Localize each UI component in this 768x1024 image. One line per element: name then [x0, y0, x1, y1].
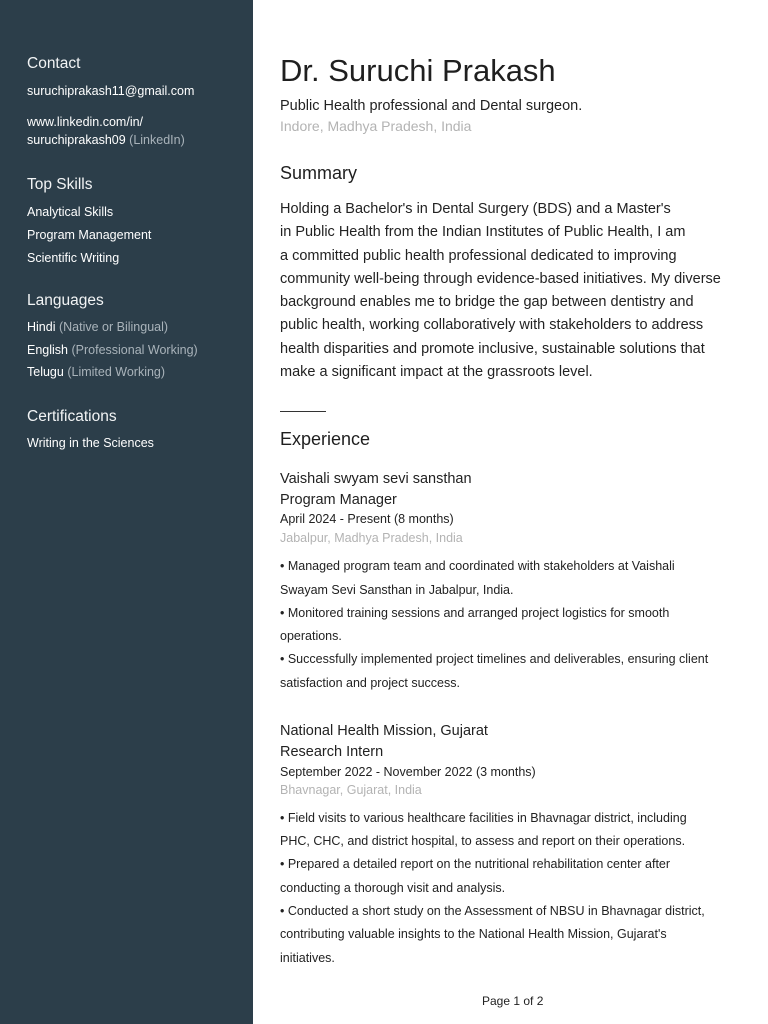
job-description-line: • Prepared a detailed report on the nutritional rehabilitation center after — [280, 857, 671, 871]
summary-line: make a significant impact at the grassroots level. — [280, 364, 593, 381]
job-dates: September 2022 - November 2022 (3 months) — [280, 765, 536, 779]
job-description-line: PHC, CHC, and district hospital, to assess and report on their operations. — [280, 834, 686, 848]
summary-line: Holding a Bachelor's in Dental Surgery (BDS) and a Master's — [280, 201, 671, 217]
language-level: (Limited Working) — [67, 365, 166, 379]
candidate-location: Indore, Madhya Pradesh, India — [280, 118, 472, 134]
certifications-heading: Certifications — [27, 408, 117, 425]
job-description-line: • Field visits to various healthcare facilities in Bhavnagar district, including — [280, 811, 687, 825]
summary-line: health disparities and promote inclusive, sustainable solutions that — [280, 340, 705, 357]
language-item — [27, 364, 165, 380]
job-description-line: • Conducted a short study on the Assessment of NBSU in Bhavnagar district, — [280, 904, 705, 918]
linkedin-link-line1[interactable]: www.linkedin.com/in/ — [27, 115, 144, 129]
job-company: National Health Mission, Gujarat — [280, 723, 488, 739]
summary-heading: Summary — [280, 163, 358, 183]
candidate-name: Dr. Suruchi Prakash — [280, 53, 556, 88]
summary-line: public health, working collaboratively with stakeholders to address — [280, 317, 704, 334]
summary-line: background enables me to bridge the gap between dentistry and — [280, 294, 694, 311]
linkedin-handle[interactable]: suruchiprakash09 — [27, 133, 126, 147]
language-level: (Professional Working) — [71, 343, 198, 357]
language-level: (Native or Bilingual) — [58, 320, 169, 334]
job-description-line: • Successfully implemented project timelines and deliverables, ensuring client — [280, 652, 709, 666]
skill-item: Program Management — [27, 228, 152, 242]
job-description-line: satisfaction and project success. — [280, 676, 460, 690]
job-location: Bhavnagar, Gujarat, India — [280, 783, 422, 797]
summary-line: community well-being through evidence-based initiatives. My diverse — [280, 270, 721, 287]
language-item — [27, 319, 168, 335]
job-dates: April 2024 - Present (8 months) — [280, 512, 454, 526]
linkedin-tag: (LinkedIn) — [129, 133, 185, 147]
job-location: Jabalpur, Madhya Pradesh, India — [280, 531, 463, 545]
language-item — [27, 342, 198, 358]
skill-item: Analytical Skills — [27, 205, 114, 219]
skill-item: Scientific Writing — [27, 251, 120, 265]
certification-item: Writing in the Sciences — [27, 436, 154, 450]
headline: Public Health professional and Dental surgeon. — [280, 98, 583, 114]
languages-heading: Languages — [27, 292, 104, 309]
contact-heading: Contact — [27, 55, 81, 72]
job-company: Vaishali swyam sevi sansthan — [280, 471, 472, 487]
summary-line: a committed public health professional dedicated to improving — [280, 247, 677, 264]
job-description-line: • Managed program team and coordinated with stakeholders at Vaishali — [280, 559, 675, 573]
language-name: Telugu — [27, 365, 64, 379]
language-name: Hindi — [27, 320, 56, 334]
job-title: Research Intern — [280, 744, 384, 760]
summary-text — [280, 198, 748, 384]
job-description-line: conducting a thorough visit and analysis. — [280, 881, 506, 895]
section-divider — [280, 411, 326, 412]
email-link[interactable]: suruchiprakash11@gmail.com — [27, 84, 195, 98]
job-description-line: • Monitored training sessions and arranged project logistics for smooth — [280, 606, 670, 620]
experience-heading: Experience — [280, 429, 371, 449]
skills-heading: Top Skills — [27, 176, 93, 193]
page-number: Page 1 of 2 — [482, 994, 544, 1008]
linkedin-link-line2[interactable] — [27, 132, 185, 148]
sidebar — [0, 0, 253, 1024]
job-description-line: Swayam Sevi Sansthan in Jabalpur, India. — [280, 583, 514, 597]
job-description-line: initiatives. — [280, 951, 335, 965]
summary-line: in Public Health from the Indian Institutes of Public Health, I am — [280, 224, 686, 241]
language-name: English — [27, 343, 68, 357]
job-title: Program Manager — [280, 492, 397, 508]
job-description-line: contributing valuable insights to the National Health Mission, Gujarat's — [280, 927, 667, 941]
job-description-line: operations. — [280, 629, 342, 643]
